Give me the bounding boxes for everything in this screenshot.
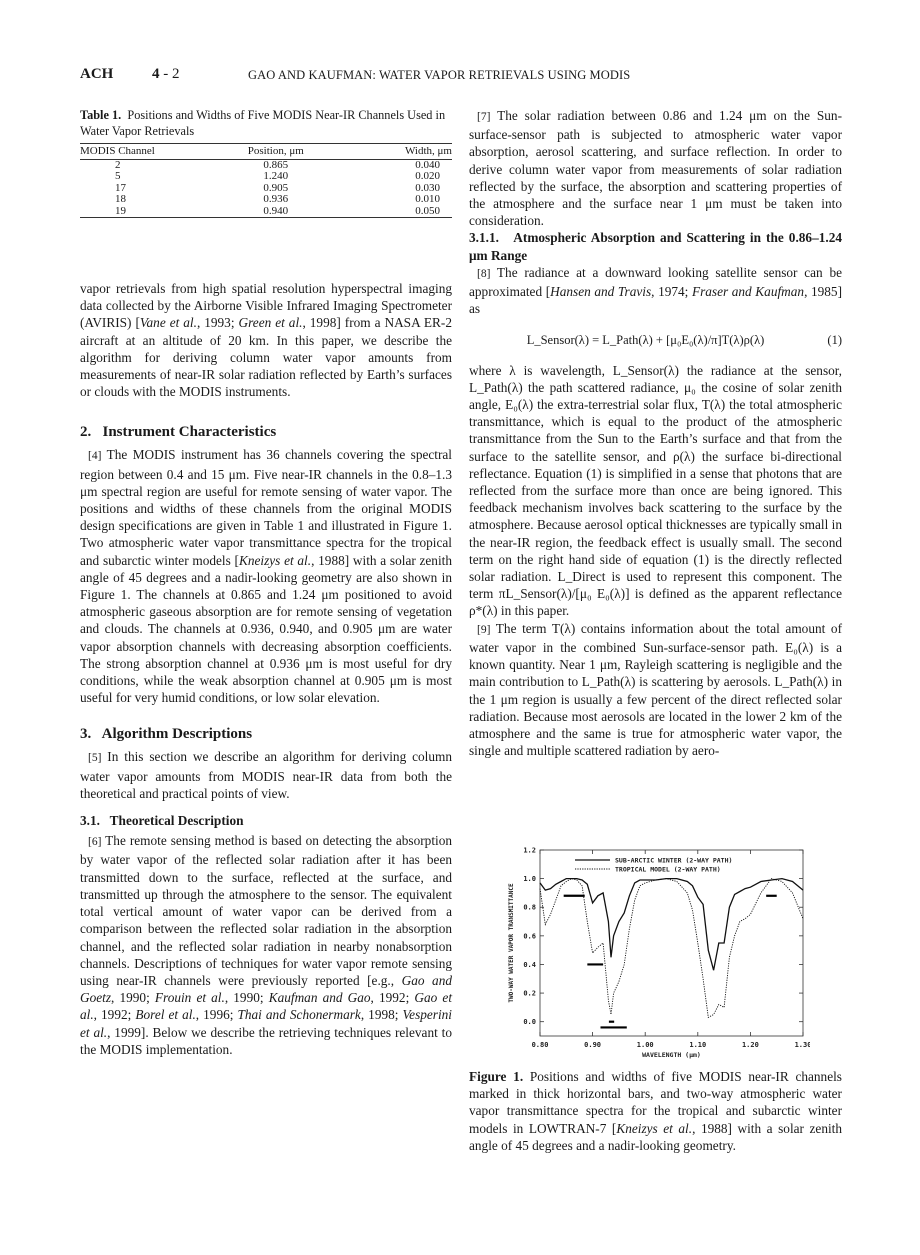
paragraph-9: [9] The term T(λ) contains information about the total amount of water vapor in the combined Sun-surface-sensor path. E₀(λ) is a known quantity. Near 1 μm, Rayleigh scattering is negligible and the main contribution to L_Path(λ) is scattering by aerosols. L_Path(λ) in the 1 μm region is usually a few percent of the direct reflected solar radiation. Because most aerosols are located in the lower 2 km of the atmosphere and the same is true for atmospheric water vapor, the single and multiple scattered radiation by aero- xyxy=(469,620,842,759)
figure-1-caption: Figure 1. Positions and widths of five MODIS near-IR channels marked in thick horizontal bars, and two-way atmospheric water vapor transmittance spectra for the tropical and subarctic winter models in LOWTRAN-7 [Kneizys et al., 1988] with a solar zenith angle of 45 degrees and a nadir-looking geometry. xyxy=(469,1069,843,1153)
legend-entry: TROPICAL MODEL (2-WAY PATH) xyxy=(615,865,721,874)
table-header-row xyxy=(80,144,452,160)
page-number: 4 - 2 xyxy=(152,66,180,82)
paragraph-5: [5] In this section we describe an algorithm for deriving column water vapor amounts from MODIS near-IR data from both the theoretical and practical points of view. xyxy=(80,749,452,801)
x-tick-label: 1.00 xyxy=(636,1041,654,1049)
paragraph-7: [7] The solar radiation between 0.86 and 1.24 μm on the Sun-surface-sensor path is subjected to atmospheric water vapor absorption, aerosol scattering, and surface reflection. In order to derive column water vapor from measurements of solar radiation reflected by the surface, the absorption and scattering properties of the atmosphere and the surface near 1 μm must be taken into consideration. xyxy=(469,108,842,229)
equation-1 xyxy=(469,332,842,349)
x-tick-label: 1.10 xyxy=(689,1041,707,1049)
running-title: GAO AND KAUFMAN: WATER VAPOR RETRIEVALS USING MODIS xyxy=(248,68,631,82)
legend-entry: SUB-ARCTIC WINTER (2-WAY PATH) xyxy=(615,856,733,865)
equation-1-body: L_Sensor(λ) = L_Path(λ) + [μ₀E₀(λ)/π]T(λ)ρ(λ) xyxy=(526,333,765,348)
y-tick-label: 0.4 xyxy=(523,960,536,969)
table-row: 5 1.240 0.020 xyxy=(115,170,440,182)
channel-table xyxy=(80,143,452,218)
transmittance-chart xyxy=(500,838,810,1063)
paragraph-6: [6] The remote sensing method is based on detecting the absorption by water vapor of the reflected solar radiation after it has been transmitted down to the surface, reflected at the surface, and transmitted up through the atmosphere to the sensor. The equivalent total vertical amount of water vapor can be derived from a comparison between the reflected solar radiation in the absorption channel, and the reflected solar radiation in nearby nonabsorption channels. Descriptions of techniques for water vapor remote sensing using near-IR channels were previously reported [e.g., Gao and Goetz, 1990; Frouin et al., 1990; Kaufman and Gao, 1992; Gao et al., 1992; Borel et al., 1996; Thai and Schonermark, 1998; Vesperini et al., 1999]. Below we describe the retrieving techniques relevant to the MODIS implementation. xyxy=(80,833,453,1057)
table-row: 2 0.865 0.040 xyxy=(115,158,440,171)
section-2-heading: 2. Instrument Characteristics xyxy=(80,424,277,441)
paragraph-8-continued: where λ is wavelength, L_Sensor(λ) the radiance at the sensor, L_Path(λ) the path scattered radiance, μ₀ the cosine of solar zenith angle, E₀(λ) the extra-terrestrial solar flux, T(λ) the total atmospheric transmittance, which is equal to the product of the atmospheric transmittance from the Sun to the Earth’s surface and that from the surface to the satellite sensor, and ρ(λ) the surface bi-directional reflectance. Equation (1) is simplified in a sense that photons that are reflected from the surface more than once are being ignored. This feedback mechanism involves back scattering to the surface by the atmosphere. Because aerosol optical thicknesses are typically small in the near-IR region, the feedback effect is usually small. The second term on the right hand side of equation (1) is the directly reflected solar radiation. L_Direct is used to represent this component. The term πL_Sensor(λ)/[μ₀ E₀(λ)] is defined as the apparent reflectance ρ*(λ) in this paper. xyxy=(469,362,842,619)
paragraph-intro-continued: vapor retrievals from high spatial resolution hyperspectral imaging data collected by the Airborne Visible Infrared Imaging Spectrometer (AVIRIS) [Vane et al., 1993; Green et al., 1998] from a NASA ER-2 aircraft at an altitude of 20 km. In this paper, we describe the algorithm for deriving column water vapor amounts from measurements of near-IR solar radiation reflected by Earth’s surfaces or clouds with the MODIS instruments. xyxy=(80,281,452,400)
left-column xyxy=(80,107,452,1058)
section-3-1-heading: 3.1. Theoretical Description xyxy=(80,813,244,829)
x-tick-label: 0.90 xyxy=(584,1041,602,1049)
table-row: 18 0.936 0.010 xyxy=(115,193,440,205)
right-column xyxy=(469,107,846,759)
equation-1-number: (1) xyxy=(827,333,842,348)
col-header-position: Position, μm xyxy=(247,145,304,157)
col-header-width: Width, μm xyxy=(404,145,452,157)
section-3-heading: 3. Algorithm Descriptions xyxy=(80,726,253,743)
plot-frame xyxy=(540,850,803,1036)
section-3-1-1-heading: 3.1.1. Atmospheric Absorption and Scattering in the 0.86–1.24 μm Range xyxy=(469,230,846,263)
table-caption: Table 1. Positions and Widths of Five MODIS Near-IR Channels Used in Water Vapor Retrievals xyxy=(80,108,446,138)
x-tick-label: 1.20 xyxy=(741,1041,759,1049)
x-tick-label: 0.80 xyxy=(531,1041,549,1049)
y-tick-label: 0.6 xyxy=(523,932,536,941)
y-tick-label: 0.8 xyxy=(523,903,536,912)
y-tick-label: 0.0 xyxy=(523,1018,536,1027)
y-tick-label: 1.2 xyxy=(523,846,536,855)
figure-1-chart xyxy=(500,838,810,1063)
journal-code: ACH xyxy=(80,66,114,82)
paragraph-8: [8] The radiance at a downward looking satellite sensor can be approximated [Hansen and Travis, 1974; Fraser and Kaufman, 1985] as xyxy=(469,264,843,317)
x-tick-label: 1.30 xyxy=(794,1041,810,1049)
col-header-channel: MODIS Channel xyxy=(80,145,155,157)
y-tick-label: 0.2 xyxy=(523,989,536,998)
subarctic-winter-line xyxy=(540,879,803,971)
x-axis-label: WAVELENGTH (μm) xyxy=(642,1051,701,1059)
table-row: 19 0.940 0.050 xyxy=(80,206,452,218)
y-axis-label: TWO-WAY WATER VAPOR TRANSMITTANCE xyxy=(508,883,515,1003)
y-tick-label: 1.0 xyxy=(523,875,536,884)
page-header xyxy=(80,66,850,86)
table-row: 17 0.905 0.030 xyxy=(115,181,440,194)
tropical-model-line xyxy=(540,879,803,1018)
paragraph-4: [4] The MODIS instrument has 36 channels covering the spectral region between 0.4 and 15 μm. Five near-IR channels in the 0.8–1.3 μm spectral region are useful for remote sensing of water vapor. The positions and widths of these channels from the original MODIS design specifications are given in Table 1 and illustrated in Figure 1. Two atmospheric water vapor transmittance spectra for the tropical and subarctic winter models [Kneizys et al., 1988] with a solar zenith angle of 45 degrees and a nadir-looking geometry are also shown in Figure 1. The channels at 0.865 and 1.24 μm positioned to avoid atmospheric gaseous absorption are for remote sensing of vegetation and clouds. The channels at 0.936, 0.940, and 0.905 μm are water vapor absorption channels with decreasing absorption coefficients. The strong absorption channel at 0.936 μm is most useful for dry conditions, while the weak absorption channel at 0.905 μm is most useful for very humid conditions, or low solar elevation. xyxy=(80,447,452,706)
